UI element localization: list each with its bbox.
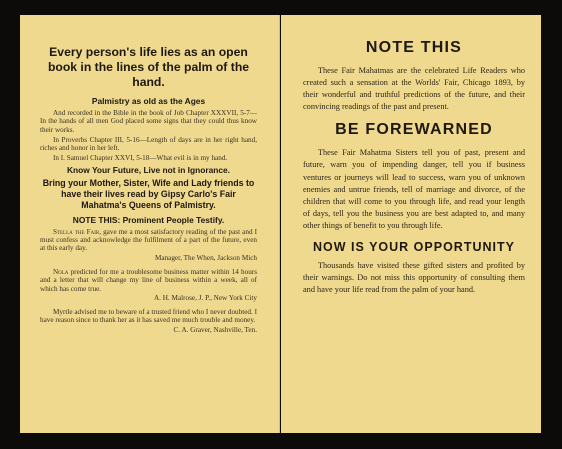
bible-paragraph-job: And recorded in the Bible in the book of Job Chapter XXXVII, 5-7—In the hands of all men God placed some signs that they could thus know their works. [40, 109, 257, 134]
left-page [20, 15, 280, 433]
know-future-heading: Know Your Future, Live not in Ignorance. [66, 164, 230, 175]
testimonial-nola [40, 268, 257, 293]
opportunity-text: Thousands have visited these gifted sisters and profited by their warnings. Do not miss this opportunity of consulting them and have your life read from the palm of your hand. [303, 261, 525, 295]
testimonial-text: predicted for me a troublesome business matter within 14 hours and a letter that will change my line of business within a week, all of which has come true. [40, 267, 257, 293]
forewarned-text: These Fair Mahatma Sisters tell you of past, present and future, warn you of impending danger, tell you if business ventures or journeys will lead to success, warn you of unknown enemies and untrue friends, tell of marriage and divorce, of the children that will come to you through life, and read your length of days, tell you the business you are best adapted to, and many other things of benefit to you through life. [303, 148, 525, 230]
bring-friends-text: Bring your Mother, Sister, Wife and Lady friends to have their lives read by Gipsy Carlo's Fair Mahatma's Queens of Palmistry. [42, 177, 255, 210]
bible-paragraph-samuel: In I. Samuel Chapter XXVI, 5-18—What evil is in my hand. [52, 154, 228, 163]
note-this-heading: NOTE THIS [365, 39, 463, 56]
testify-heading: NOTE THIS: Prominent People Testify. [72, 214, 225, 225]
left-heading: Every person's life lies as an open book in the lines of the palm of the hand. [47, 45, 250, 89]
testimonial-name: Nola [52, 267, 69, 276]
testimonial-name: Stella the Fair, [52, 227, 102, 236]
testimonial-signature: A. H. Malrose, J. P., New York City [153, 293, 257, 302]
bible-paragraph-proverbs: In Proverbs Chapter III, 5-16—Length of days are in her right hand, riches and honor in her left. [40, 135, 257, 153]
testimonial-stella [40, 228, 257, 253]
testimonial-signature: Manager, The When, Jackson Mich [154, 253, 257, 262]
testimonial-text: gave me a most satisfactory reading of the past and I must confess and acknowledge the fulfilment of a part of the future, even at this early day. [40, 227, 257, 253]
palmistry-title: Palmistry as old as the Ages [91, 96, 206, 106]
right-page [281, 15, 541, 433]
forewarned-heading: BE FOREWARNED [335, 121, 493, 139]
opportunity-heading: NOW IS YOUR OPPORTUNITY [313, 240, 515, 255]
testimonial-myrtle: Myrtle advised me to beware of a trusted friend who I never doubted. I have reason since to thank her as it has saved me much trouble and money. [40, 308, 257, 325]
note-this-text: These Fair Mahatmas are the celebrated Life Readers who created such a sensation at the Worlds' Fair, Chicago 1893, by their wonderful and truthful predictions of the future, and their convincing readings of the past and present. [303, 66, 525, 112]
testimonial-signature: C. A. Graver, Nashville, Ten. [173, 325, 257, 334]
